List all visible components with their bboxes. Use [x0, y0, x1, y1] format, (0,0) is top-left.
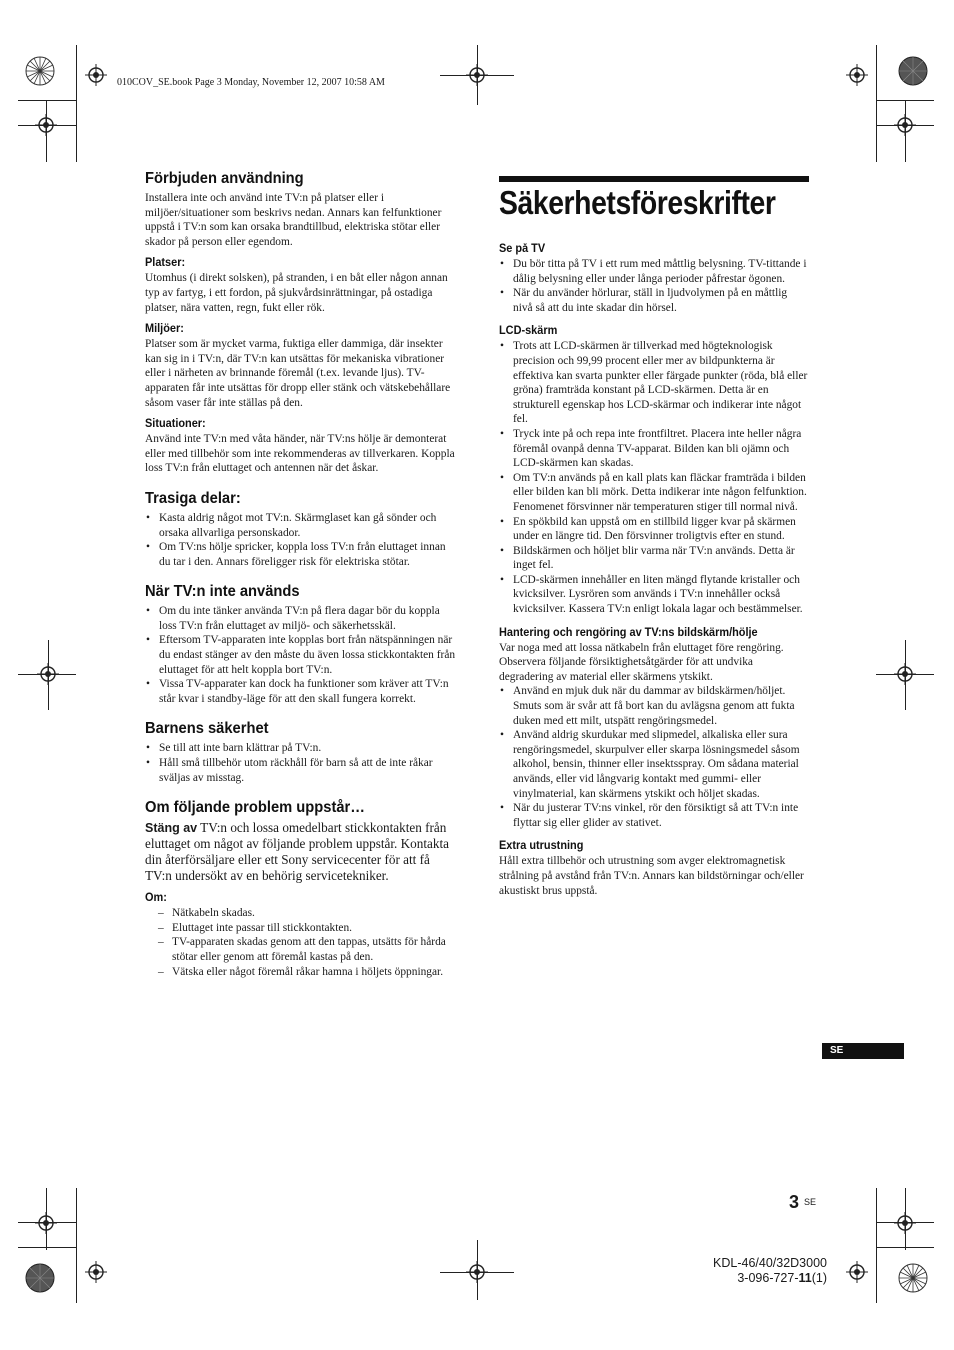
subheading-extra: Extra utrustning: [499, 840, 584, 853]
miljoer-text: Platser som är mycket varma, fuktiga eller dammiga, där insekter kan sig in i TV:n, där TV:n kan utsättas för mekaniska vibrationer eller i närheten av brinnande föremål (t.ex. levande ljus). TV-apparaten får inte utsättas för dropp eller stänk och vätskebehållare såsom vaser får inte ställas på den.: [145, 338, 451, 409]
subheading-situationer: Situationer:: [145, 418, 206, 431]
subheading-om: Om:: [145, 892, 167, 905]
registration-mark-icon: [35, 1212, 57, 1234]
list-item: • Om du inte tänker använda TV:n på flera dagar bör du koppla loss TV:n från eluttaget av miljö- och säkerhetsskäl.: [145, 604, 457, 633]
part-number-prefix: 3-096-727-: [737, 1271, 799, 1285]
list-item: • Vissa TV-apparater kan dock ha funktioner som kräver att TV:n står kvar i standby-läge för att den skall fungera korrekt.: [145, 677, 457, 706]
list-item: • Bildskärmen och höljet blir varma när TV:n används. Detta är inget fel.: [499, 544, 809, 573]
stang-av-label: Stäng av: [145, 821, 198, 836]
bullet-list: [145, 741, 457, 785]
list-item: • Du bör titta på TV i ett rum med måttlig belysning. TV-tittande i dålig belysning eller under långa perioder påfrestar ögonen.: [499, 257, 809, 286]
hantering-p2: Observera följande försiktighetsåtgärder för att undvika degradering av material eller skärmens ytskikt.: [499, 656, 753, 683]
extra-text: Håll extra tillbehör och utrustning som avger elektromagnetisk strålning på avstånd från TV:n. Annars kan bildstörningar och/eller akustiskt brus uppstå.: [499, 855, 804, 897]
model-info: [706, 1256, 827, 1286]
intro-text: Installera inte och använd inte TV:n på platser eller i miljöer/situationer som beskrivs nedan. Annars kan felfunktioner uppstå i TV:n som kan orsaka brandtillbud, elektriska stötar eller skador på person eller egendom.: [145, 192, 442, 248]
section-barnens: [145, 720, 457, 785]
bullet-list: [145, 511, 457, 569]
section-title: Om följande problem uppstår…: [145, 799, 366, 817]
registration-mark-icon: [846, 1261, 868, 1283]
subheading-miljoer: Miljöer:: [145, 323, 184, 336]
list-item: • Om TV:n används på en kall plats kan fläckar framträda i bilden eller bilden kan bli mörk. Detta indikerar inte någon felfunktion. Fenomenet försvinner när temperaturen stiger till normal nivå.: [499, 471, 809, 515]
registration-mark-icon: [85, 64, 107, 86]
section-trasiga: [145, 490, 457, 569]
title-rule: [499, 176, 809, 182]
subheading-platser: Platser:: [145, 257, 186, 270]
list-item: • Om TV:ns hölje spricker, koppla loss TV:n från eluttaget innan du tar i den. Annars föreligger risk för elektriska stötar.: [145, 540, 457, 569]
section-hantering: [499, 627, 809, 831]
bullet-list: [499, 339, 809, 616]
page-number: 3: [789, 1192, 800, 1212]
list-item: • LCD-skärmen innehåller en liten mängd flytande kristaller och kvicksilver. Lysrören som används i TV:n innehåller också kvicksilver. Kassera TV:n enligt lokala lagar och bestämmelser.: [499, 573, 809, 617]
bullet-list: [499, 257, 809, 315]
subheading-lcd: LCD-skärm: [499, 325, 558, 338]
book-header: 010COV_SE.book Page 3 Monday, November 12, 2007 10:58 AM: [117, 77, 385, 88]
section-title: Trasiga delar:: [145, 489, 241, 507]
registration-mark-icon: [466, 1261, 488, 1283]
subheading-hantering: Hantering och rengöring av TV:ns bildskärm/hölje: [499, 626, 758, 639]
registration-mark-icon: [894, 1212, 916, 1234]
part-number-revision: 11: [798, 1271, 812, 1285]
registration-mark-icon: [846, 64, 868, 86]
problem-body: TV:n och lossa omedelbart stickkontakten från eluttaget om något av följande problem uppstår. Kontakta din återförsäljare eller ett Sony servicecenter för att få TV:n undersökt av en behörig servicetekniker.: [145, 820, 449, 884]
section-title: När TV:n inte används: [145, 583, 300, 601]
registration-mark-icon: [37, 663, 59, 685]
section-se-pa-tv: [499, 243, 809, 315]
hantering-p1: Var noga med att lossa nätkabeln från eluttaget före rengöring.: [499, 641, 784, 654]
section-extra: [499, 840, 809, 898]
part-number: [706, 1271, 827, 1286]
list-item: – Nätkabeln skadas.: [145, 906, 457, 921]
part-number-suffix: (1): [811, 1271, 827, 1285]
list-item: • Använd aldrig skurdukar med slipmedel, alkaliska eller sura rengöringsmedel, skurpulver eller skarpa lösningsmedel såsom alkohol, bensin, thinner eller insektsspray. Om sådana material används, eller vid långvarig kontakt med gummi- eller vinylmaterial, kan skärmens ytskikt och höljet skadas.: [499, 728, 809, 801]
language-tab: SE: [822, 1043, 904, 1059]
registration-mark-icon: [894, 114, 916, 136]
section-nar-inte: [145, 583, 457, 706]
list-item: – Eluttaget inte passar till stickkontakten.: [145, 921, 457, 936]
right-column: [499, 243, 809, 898]
list-item: • Se till att inte barn klättrar på TV:n.: [145, 741, 457, 756]
color-rosette-icon: [898, 1263, 928, 1293]
registration-mark-icon: [85, 1261, 107, 1283]
list-item: • Använd en mjuk duk när du dammar av bildskärmen/höljet. Smuts som är svår att få bort kan du avlägsna genom att fukta duken med ett milt, utspätt rengöringsmedel.: [499, 684, 809, 728]
registration-mark-icon: [35, 114, 57, 136]
registration-mark-icon: [894, 663, 916, 685]
list-item: • Håll små tillbehör utom räckhåll för barn så att de inte råkar sväljas av misstag.: [145, 756, 457, 785]
list-item: • När du använder hörlurar, ställ in ljudvolymen på en måttlig nivå så att du inte skadar din hörsel.: [499, 286, 809, 315]
color-rosette-icon: [898, 56, 928, 86]
color-rosette-icon: [25, 1263, 55, 1293]
bullet-list: [499, 684, 809, 830]
list-item: • Eftersom TV-apparaten inte kopplas bort från nätspänningen när du endast stänger av den måste du även lossa stickkontakten från eluttaget för att helt koppla bort TV:n.: [145, 633, 457, 677]
list-item: – TV-apparaten skadas genom att den tappas, utsätts för hårda stötar eller genom att föremål kastas på den.: [145, 935, 457, 964]
left-column: [145, 170, 457, 979]
color-rosette-icon: [25, 56, 55, 86]
list-item: • Kasta aldrig något mot TV:n. Skärmglaset kan gå sönder och orsaka allvarliga personskador.: [145, 511, 457, 540]
situationer-text: Använd inte TV:n med våta händer, när TV:ns hölje är demonterat eller med tillbehör som inte rekommenderas av tillverkaren. Koppla loss TV:n från eluttaget och antennen när det åskar.: [145, 433, 455, 475]
page-suffix: SE: [804, 1197, 817, 1207]
section-lcd: [499, 325, 809, 616]
problem-text: [145, 820, 457, 884]
registration-mark-icon: [466, 64, 488, 86]
section-title: Förbjuden användning: [145, 170, 304, 187]
list-item: – Vätska eller något föremål råkar hamna i höljets öppningar.: [145, 965, 457, 980]
list-item: • Tryck inte på och repa inte frontfiltret. Placera inte heller några föremål ovanpå denna TV-apparat. Bilden kan bli ojämn och LCD-skärmen kan skadas.: [499, 427, 809, 471]
dash-list: [145, 906, 457, 979]
bullet-list: [145, 604, 457, 706]
list-item: • När du justerar TV:ns vinkel, rör den försiktigt så att TV:n inte flyttar sig eller glider av stativet.: [499, 801, 809, 830]
page-title: Säkerhetsföreskrifter: [499, 184, 776, 221]
platser-text: Utomhus (i direkt solsken), på stranden, i en båt eller någon annan typ av fartyg, i ett fordon, på sjukvårdsinrättningar, på ostadiga platser, nära vatten, regn, fukt eller rök.: [145, 272, 448, 314]
list-item: • En spökbild kan uppstå om en stillbild ligger kvar på skärmen under en längre tid. Den försvinner troligtvis efter en stund.: [499, 515, 809, 544]
section-problem: [145, 799, 457, 979]
subheading-se-pa-tv: Se på TV: [499, 243, 546, 255]
section-title: Barnens säkerhet: [145, 720, 269, 738]
model-number: KDL-46/40/32D3000: [713, 1256, 827, 1270]
list-item: • Trots att LCD-skärmen är tillverkad med högteknologisk precision och 99,99 procent eller mer av bildpunkterna är effektiva kan svarta punkter eller färgade punkter (röda, blå eller gröna) framträda konstant på LCD-skärmen. Detta är en strukturell egenskap hos LCD-skärmar och indikerar inte något fel.: [499, 339, 809, 427]
section-forbjuden: [145, 170, 457, 476]
